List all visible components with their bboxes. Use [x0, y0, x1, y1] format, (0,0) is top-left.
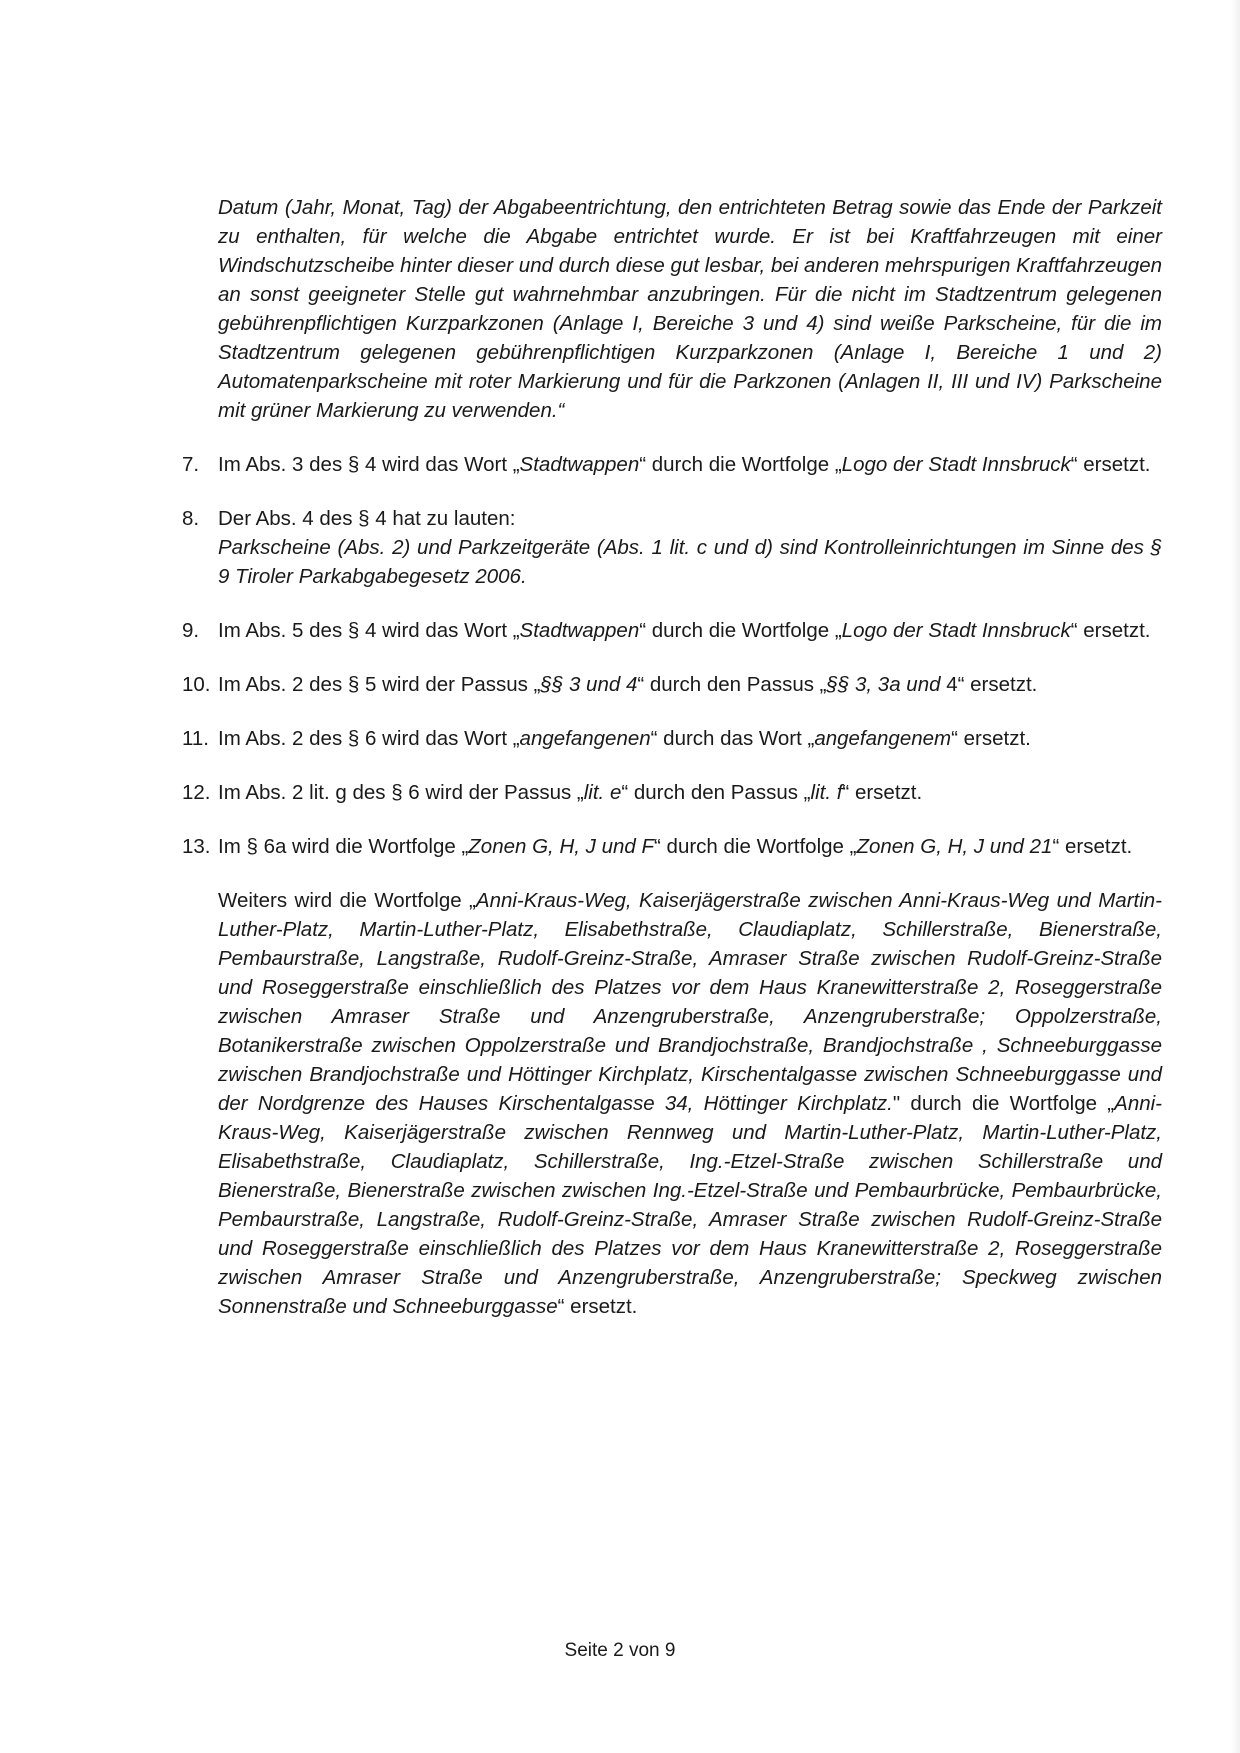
item-number: 7.: [182, 453, 200, 476]
list-item-13: [182, 832, 1162, 861]
page-footer: Seite 2 von 9: [564, 1640, 676, 1661]
item-text: Der Abs. 4 des § 4 hat zu lauten:: [218, 507, 516, 530]
item-text: Im Abs. 2 des § 5 wird der Passus „§§ 3 und 4“ durch den Passus „§§ 3, 3a und 4“ ersetzt.: [218, 673, 1038, 696]
scan-edge-shadow: [1230, 0, 1240, 1753]
list-item-7: [182, 450, 1162, 479]
item-text: Im § 6a wird die Wortfolge „Zonen G, H, J und F“ durch die Wortfolge „Zonen G, H, J und 21“ ersetzt.: [218, 835, 1133, 858]
list-item-10: [182, 670, 1162, 699]
list-item-9: [182, 616, 1162, 645]
list-item-8: [182, 504, 1162, 591]
item-number: 9.: [182, 619, 200, 642]
weiters-paragraph: Weiters wird die Wortfolge „Anni-Kraus-Weg, Kaiserjägerstraße zwischen Anni-Kraus-Weg und Martin-Luther-Platz, Martin-Luther-Platz, Elisabethstraße, Claudiaplatz, Schillerstraße, Bienerstraße, Pembaurstraße, Langstraße, Rudolf-Greinz-Straße, Amraser Straße zwischen Rudolf-Greinz-Straße und Roseggerstraße einschließlich des Platzes vor dem Haus Kranewitterstraße 2, Roseggerstraße zwischen Amraser Straße und Anzengruberstraße, Anzengruberstraße; Oppolzerstraße, Botanikerstraße zwischen Oppolzerstraße und Brandjochstraße, Brandjochstraße , Schneeburggasse zwischen Brandjochstraße und Höttinger Kirchplatz, Kirschentalgasse zwischen Schneeburggasse und der Nordgrenze des Hauses Kirschentalgasse 34, Höttinger Kirchplatz." durch die Wortfolge „Anni-Kraus-Weg, Kaiserjägerstraße zwischen Rennweg und Martin-Luther-Platz, Martin-Luther-Platz, Elisabethstraße, Claudiaplatz, Schillerstraße, Ing.-Etzel-Straße zwischen Schillerstraße und Bienerstraße, Bienerstraße zwischen zwischen Ing.-Etzel-Straße und Pembaurbrücke, Pembaurbrücke, Pembaurstraße, Langstraße, Rudolf-Greinz-Straße, Amraser Straße zwischen Rudolf-Greinz-Straße und Roseggerstraße einschließlich des Platzes vor dem Haus Kranewitterstraße 2, Roseggerstraße zwischen Amraser Straße und Anzengruberstraße, Anzengruberstraße; Speckweg zwischen Sonnenstraße und Schneeburggasse“ ersetzt.: [218, 889, 1163, 1318]
item-number: 11.: [182, 727, 209, 750]
item-number: 8.: [182, 507, 200, 530]
list-item-11: [182, 724, 1162, 753]
item-text: Im Abs. 3 des § 4 wird das Wort „Stadtwappen“ durch die Wortfolge „Logo der Stadt Innsbruck“ ersetzt.: [218, 453, 1151, 476]
item-number: 12.: [182, 781, 211, 804]
document-body: [182, 193, 1162, 1321]
item-text: Im Abs. 2 lit. g des § 6 wird der Passus „lit. e“ durch den Passus „lit. f“ ersetzt.: [218, 781, 923, 804]
item-text: Im Abs. 2 des § 6 wird das Wort „angefangenen“ durch das Wort „angefangenem“ ersetzt.: [218, 727, 1031, 750]
item-text: Im Abs. 5 des § 4 wird das Wort „Stadtwappen“ durch die Wortfolge „Logo der Stadt Innsbruck“ ersetzt.: [218, 619, 1151, 642]
list-item-12: [182, 778, 1162, 807]
item-number: 13.: [182, 835, 211, 858]
item-quote: Parkscheine (Abs. 2) und Parkzeitgeräte (Abs. 1 lit. c und d) sind Kontrolleinrichtungen im Sinne des § 9 Tiroler Parkabgabegesetz 2006.: [218, 536, 1162, 588]
intro-paragraph: Datum (Jahr, Monat, Tag) der Abgabeentrichtung, den entrichteten Betrag sowie das Ende der Parkzeit zu enthalten, für welche die Abgabe entrichtet wurde. Er ist bei Kraftfahrzeugen mit einer Windschutzscheibe hinter dieser und durch diese gut lesbar, bei anderen mehrspurigen Kraftfahrzeugen an sonst geeigneter Stelle gut wahrnehmbar anzubringen. Für die nicht im Stadtzentrum gelegenen gebührenpflichtigen Kurzparkzonen (Anlage I, Bereiche 3 und 4) sind weiße Parkscheine, für die im Stadtzentrum gelegenen gebührenpflichtigen Kurzparkzonen (Anlage I, Bereiche 1 und 2) Automatenparkscheine mit roter Markierung und für die Parkzonen (Anlagen II, III und IV) Parkscheine mit grüner Markierung zu verwenden.“: [218, 196, 1162, 422]
item-number: 10.: [182, 673, 211, 696]
